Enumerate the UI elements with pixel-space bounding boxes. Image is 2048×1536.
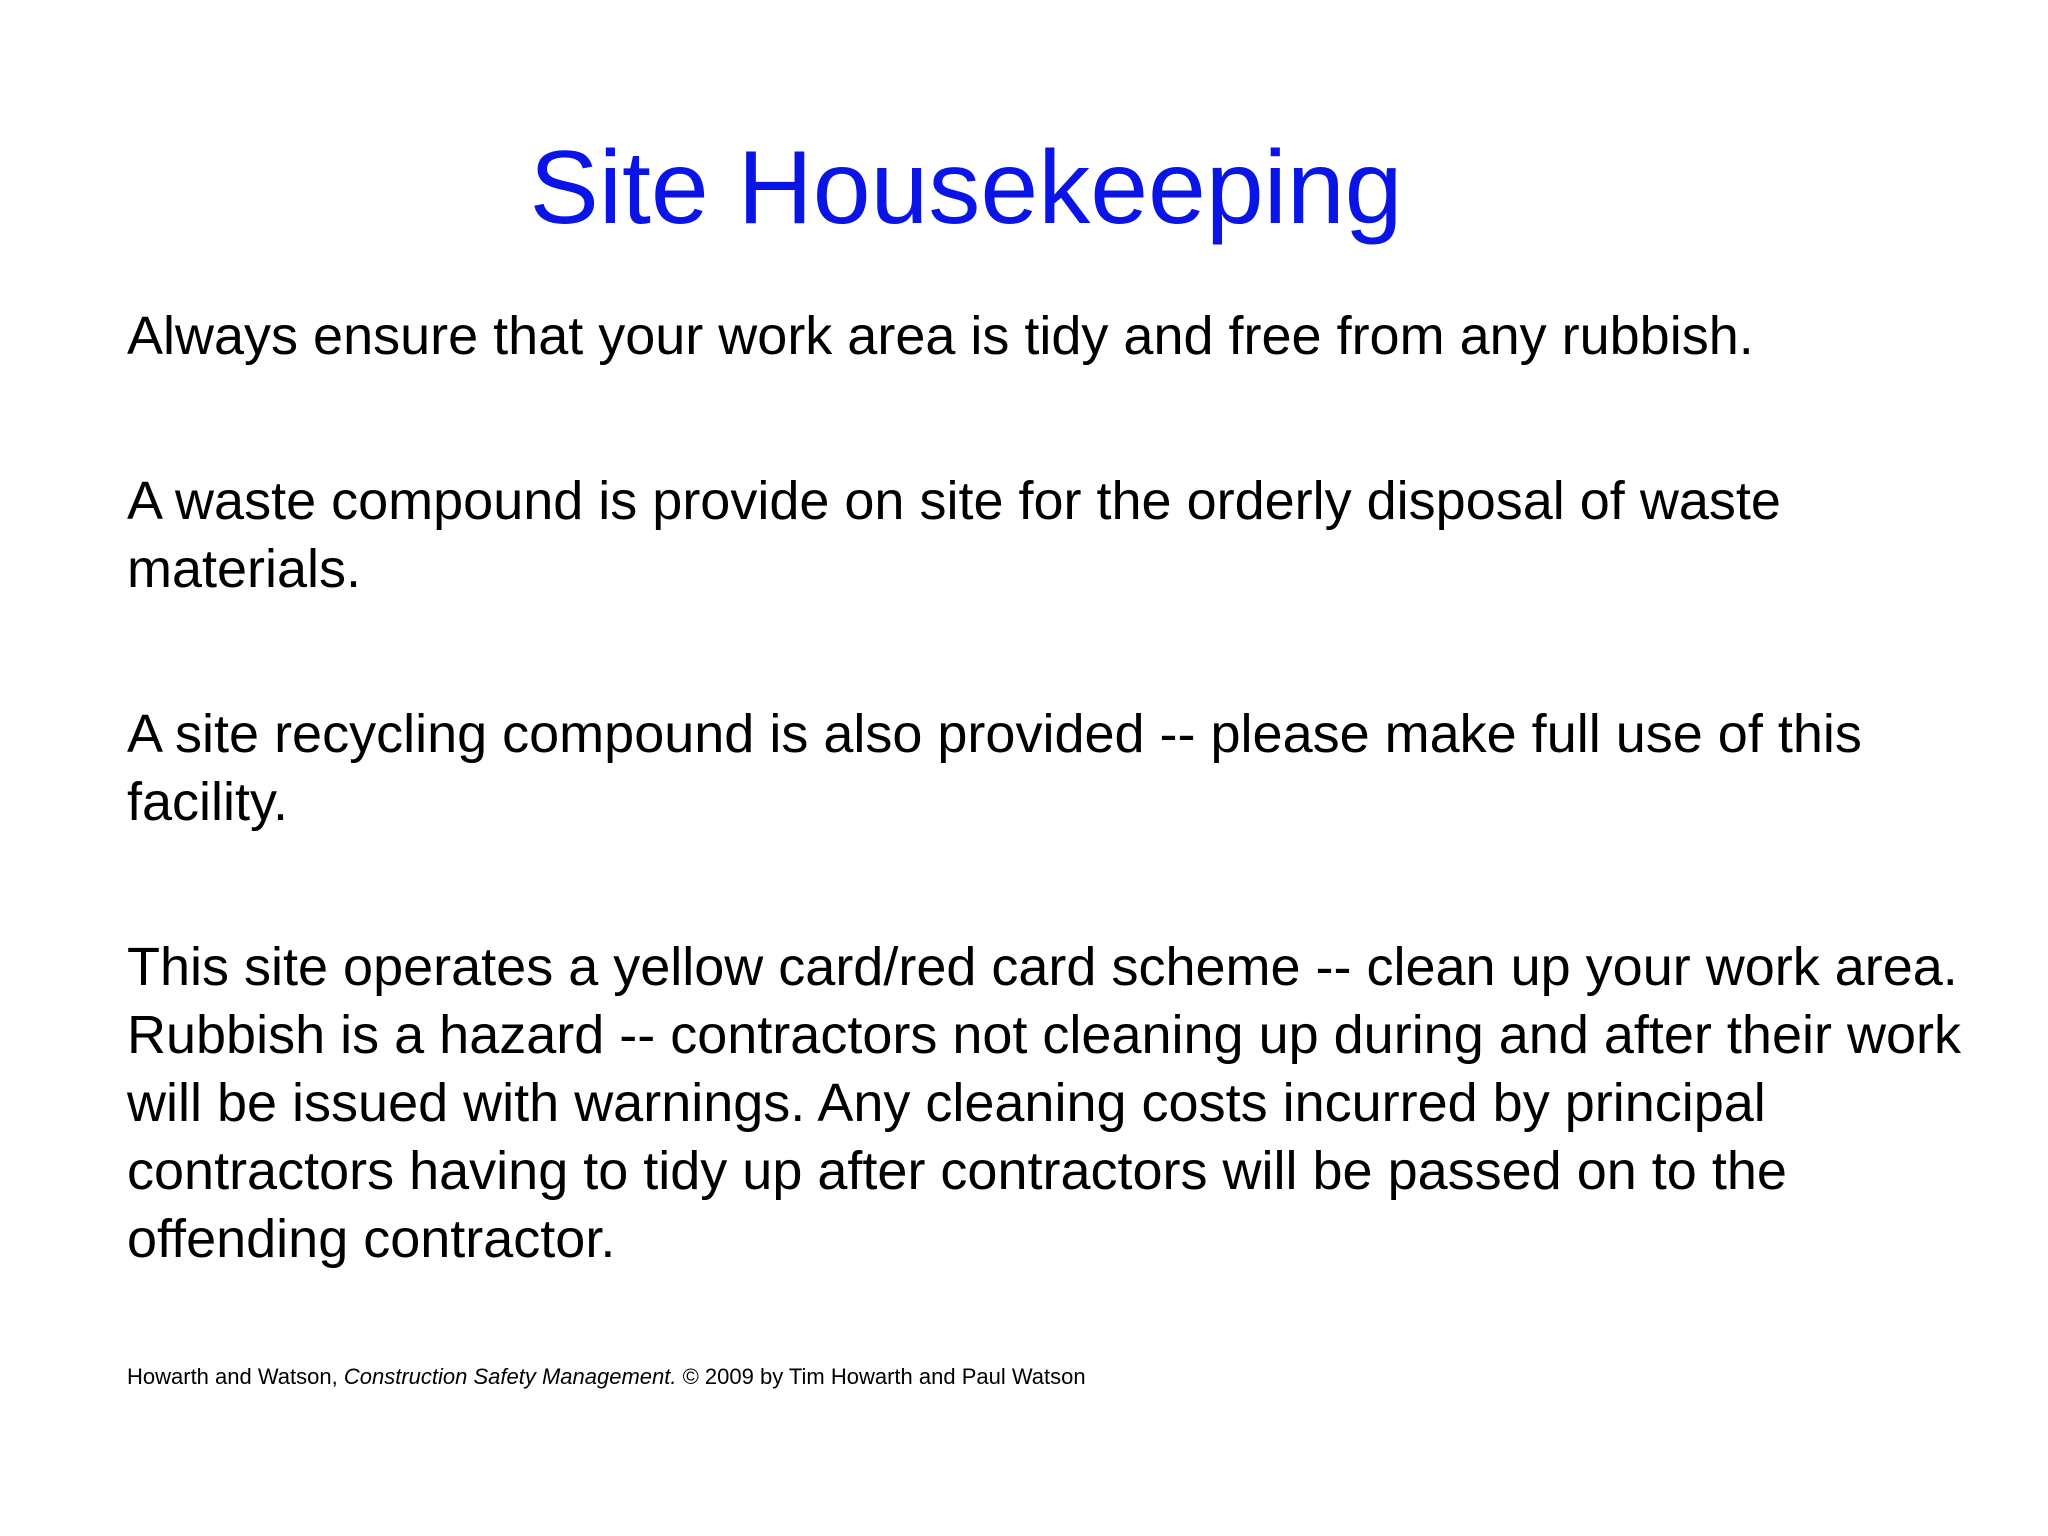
paragraph-card-scheme: This site operates a yellow card/red card scheme -- clean up your work area. Rubbish is a hazard -- contractors not cleaning up during and after their work will be issued with warnings. Any cleaning costs incurred by principal contractors having to tidy up after contractors will be passed on to the offending contractor. — [127, 937, 1961, 1269]
footer-authors: Howarth and Watson, — [127, 1364, 344, 1389]
paragraph-work-area: Always ensure that your work area is tidy and free from any rubbish. — [127, 306, 1754, 366]
slide-title: Site Housekeeping — [529, 130, 1403, 246]
footer-book-title: Construction Safety Management. — [343, 1364, 677, 1389]
footer-copyright: © 2009 by Tim Howarth and Paul Watson — [676, 1364, 1086, 1389]
footer-citation — [127, 1363, 1086, 1391]
paragraph-recycling-compound: A site recycling compound is also provided -- please make full use of this facility. — [127, 704, 1862, 832]
paragraph-waste-compound: A waste compound is provide on site for the orderly disposal of waste materials. — [127, 471, 1781, 599]
